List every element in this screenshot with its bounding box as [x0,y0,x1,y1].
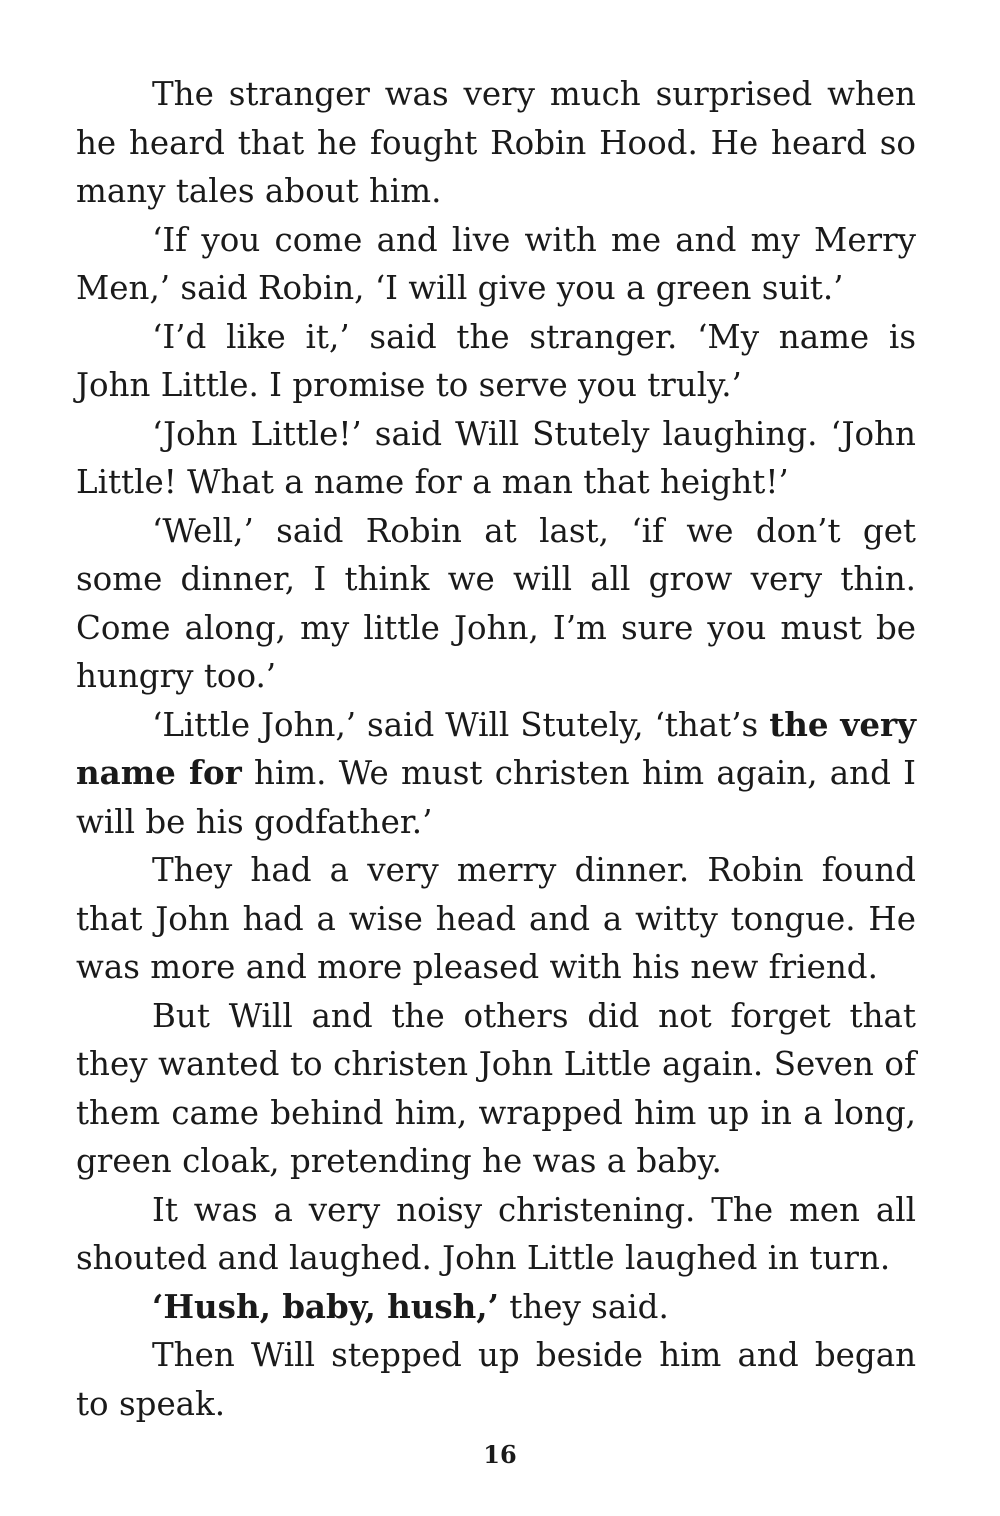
paragraph: The stranger was very much surprised when he heard that he fought Robin Hood. He heard so many tales about him. [76,75,916,210]
paragraph: ‘Well,’ said Robin at last, ‘if we don’t get some dinner, I think we will all grow very thin. Come along, my little John, I’m sure you must be hungry too.’ [76,511,916,695]
paragraph: ‘I’d like it,’ said the stranger. ‘My name is John Little. I promise to serve you truly.’ [76,317,916,404]
paragraph-text: ‘Little John,’ said Will Stutely, ‘that’s [152,705,770,744]
page-body [76,70,916,1428]
paragraph-text: him. We must christen him again, and I will be his godfather.’ [76,754,916,841]
paragraph: It was a very noisy christening. The men all shouted and laughed. John Little laughed in turn. [76,1190,916,1277]
paragraph: ‘If you come and live with me and my Merry Men,’ said Robin, ‘I will give you a green suit.’ [76,220,916,307]
bold-phrase: the very name for [76,704,916,792]
page-number: 16 [483,1440,517,1469]
paragraph-text: they said. [498,1287,669,1326]
paragraph [76,1283,916,1332]
bold-phrase: ‘Hush, baby, hush,’ [152,1286,499,1326]
paragraph: Then Will stepped up beside him and began to speak. [76,1336,916,1423]
paragraph [76,701,916,847]
paragraph: But Will and the others did not forget that they wanted to christen John Little again. Seven of them came behind him, wrapped him up in a long, green cloak, pretending he was a baby. [76,996,916,1180]
paragraph: ‘John Little!’ said Will Stutely laughing. ‘John Little! What a name for a man that height!’ [76,414,916,501]
paragraph: They had a very merry dinner. Robin found that John had a wise head and a witty tongue. He was more and more pleased with his new friend. [76,851,916,986]
